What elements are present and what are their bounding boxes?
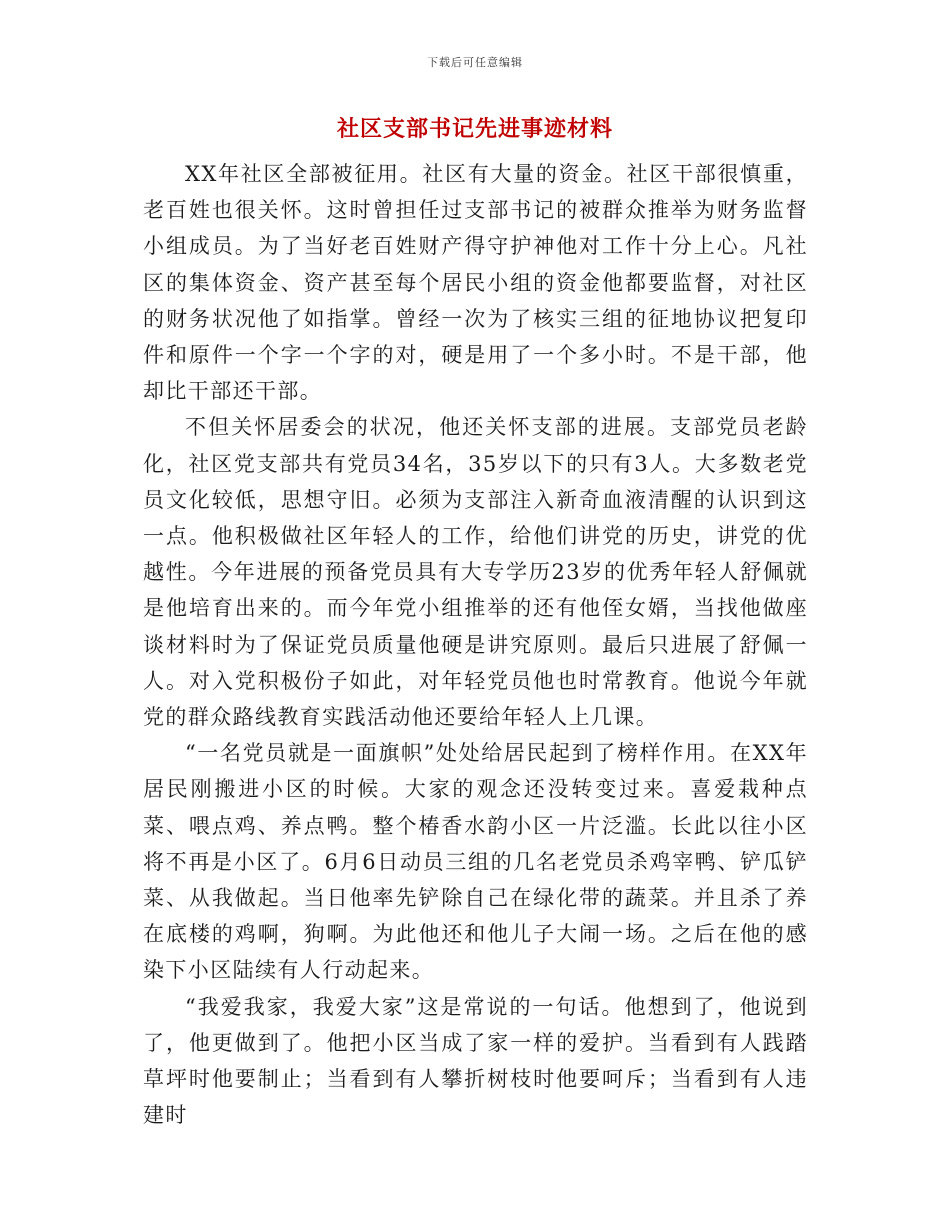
paragraph-4: “我爱我家，我爱大家”这是常说的一句话。他想到了，他说到了，他更做到了。他把小区当成了家一样的爱护。当看到有人践踏草坪时他要制止；当看到有人攀折树枝时他要呵斥；当看到有人违建时	[143, 994, 808, 1128]
header-note: 下载后可任意编辑	[427, 56, 523, 69]
paragraph-3: “一名党员就是一面旗帜”处处给居民起到了榜样作用。在XX年居民刚搬进小区的时候。大家的观念还没转变过来。喜爱栽种点菜、喂点鸡、养点鸭。整个椿香水韵小区一片泛滥。长此以往小区将不再是小区了。6月6日动员三组的几名老党员杀鸡宰鸭、铲瓜铲菜、从我做起。当日他率先铲除自己在绿化带的蔬菜。并且杀了养在底楼的鸡啊，狗啊。为此他还和他儿子大闹一场。之后在他的感染下小区陆续有人行动起来。	[143, 741, 808, 983]
paragraph-2: 不但关怀居委会的状况，他还关怀支部的进展。支部党员老龄化，社区党支部共有党员34名，35岁以下的只有3人。大多数老党员文化较低，思想守旧。必须为支部注入新奇血液清醒的认识到这一点。他积极做社区年轻人的工作，给他们讲党的历史，讲党的优越性。今年进展的预备党员具有大专学历23岁的优秀年轻人舒佩就是他培育出来的。而今年党小组推举的还有他侄女婿，当找他做座谈材料时为了保证党员质量他硬是讲究原则。最后只进展了舒佩一人。对入党积极份子如此，对年轻党员他也时常教育。他说今年就党的群众路线教育实践活动他还要给年轻人上几课。	[143, 415, 808, 730]
document-body	[143, 156, 808, 1133]
paragraph-1: XX年社区全部被征用。社区有大量的资金。社区干部很慎重，老百姓也很关怀。这时曾担任过支部书记的被群众推举为财务监督小组成员。为了当好老百姓财产得守护神他对工作十分上心。凡社区的集体资金、资产甚至每个居民小组的资金他都要监督，对社区的财务状况他了如指掌。曾经一次为了核实三组的征地协议把复印件和原件一个字一个字的对，硬是用了一个多小时。不是干部，他却比干部还干部。	[143, 162, 808, 404]
document-title: 社区支部书记先进事迹材料	[336, 116, 613, 142]
